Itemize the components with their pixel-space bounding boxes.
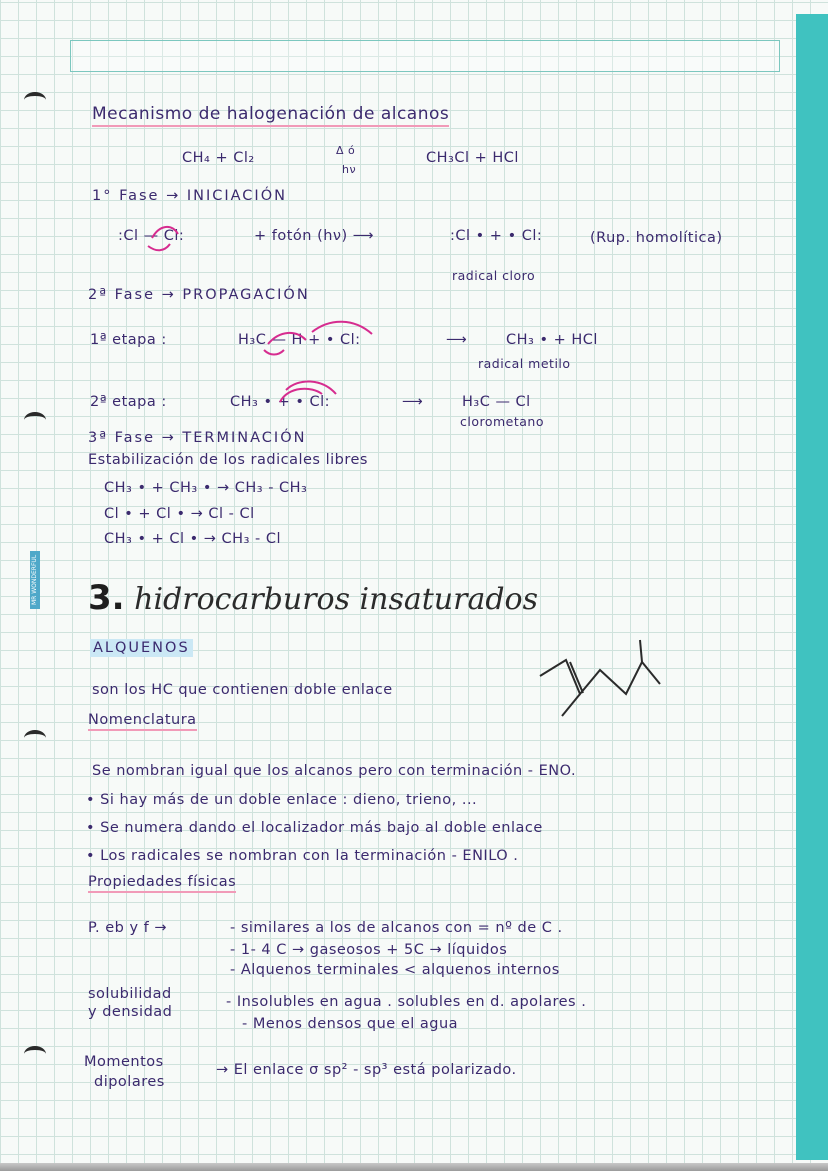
fase1-note: (Rup. homolítica) [590,230,723,246]
alquenos-label-text: ALQUENOS [90,639,193,657]
fase1-caption: radical cloro [452,268,536,283]
etapa2-left: CH₃ • + • Cl: [230,394,331,410]
curved-arrow-icon [148,244,170,250]
curved-arrow-icon [280,389,322,402]
peb-line: - Alquenos terminales < alquenos internos [230,962,560,978]
curved-arrow-icon [286,381,336,394]
nomenclatura-line: Se nombran igual que los alcanos pero con terminación - ENO. [92,763,577,779]
etapa2-label: 2ª etapa : [90,394,167,410]
etapa2-arrow: ⟶ [402,394,424,410]
curved-arrow-icon [268,333,306,344]
side-tab: MR WONDERFUL [30,551,40,609]
fase1-eq-right: :Cl • + • Cl: [450,228,543,244]
alquenos-label [90,640,193,656]
etapa1-arrow: ⟶ [446,332,468,348]
alkene-skeletal-structure [540,640,660,716]
alquenos-definition: son los HC que contienen doble enlace [92,682,393,698]
termination-reaction: Cl • + Cl • → Cl - Cl [104,506,255,522]
nomenclatura-label: Nomenclatura [88,712,197,731]
propiedades-label: Propiedades físicas [88,874,236,893]
fase1-eq-left: :Cl — Cl: [118,228,185,244]
nomenclatura-line: • Si hay más de un doble enlace : dieno, trieno, ... [86,792,478,808]
solubilidad-label: solubilidad [88,986,172,1002]
etapa1-left: H₃C — H + • Cl: [238,332,361,348]
termination-reaction: CH₃ • + CH₃ • → CH₃ - CH₃ [104,480,308,496]
overall-cond-bottom: hν [342,163,357,176]
solubilidad-line: - Menos densos que el agua [242,1016,459,1032]
dipolares-label: dipolares [94,1074,165,1090]
termination-reaction: CH₃ • + Cl • → CH₃ - Cl [104,531,281,547]
etapa1-caption: radical metilo [478,356,571,371]
overall-cond-top: Δ ó [336,144,356,157]
solubilidad-line: - Insolubles en agua . solubles en d. apolares . [226,994,587,1010]
peb-line: - 1- 4 C → gaseosos + 5C → líquidos [230,942,508,958]
fase3-subtitle: Estabilización de los radicales libres [88,452,368,468]
section-title-insaturados [88,578,538,618]
fase3-label: 3ª Fase → TERMINACIÓN [88,430,307,446]
overall-left: CH₄ + Cl₂ [182,150,255,166]
page-bottom-edge [0,1163,828,1171]
peb-label: P. eb y f → [88,920,167,936]
etapa1-right: CH₃ • + HCl [506,332,598,348]
nomenclatura-line: • Se numera dando el localizador más bajo al doble enlace [86,820,543,836]
fase2-label: 2ª Fase → PROPAGACIÓN [88,287,310,303]
curved-arrow-icon [264,350,284,355]
momentos-line: → El enlace σ sp² - sp³ está polarizado. [216,1062,517,1078]
fase1-label: 1° Fase → INICIACIÓN [92,188,287,204]
curved-arrow-icon [152,227,178,238]
overall-right: CH₃Cl + HCl [426,150,519,166]
etapa1-label: 1ª etapa : [90,332,167,348]
peb-line: - similares a los de alcanos con = nº de C . [230,920,563,936]
momentos-label: Momentos [84,1054,164,1070]
section-title-halogenacion: Mecanismo de halogenación de alcanos [92,104,449,127]
curved-arrow-icon [312,322,372,334]
section-title-text: hidrocarburos insaturados [134,582,538,617]
etapa2-caption: clorometano [460,414,545,429]
section-number: 3. [88,578,125,618]
nomenclatura-line: • Los radicales se nombran con la terminación - ENILO . [86,848,519,864]
etapa2-right: H₃C — Cl [462,394,531,410]
densidad-label: y densidad [88,1004,173,1020]
fase1-eq-mid: + fotón (hν) ⟶ [254,228,375,244]
